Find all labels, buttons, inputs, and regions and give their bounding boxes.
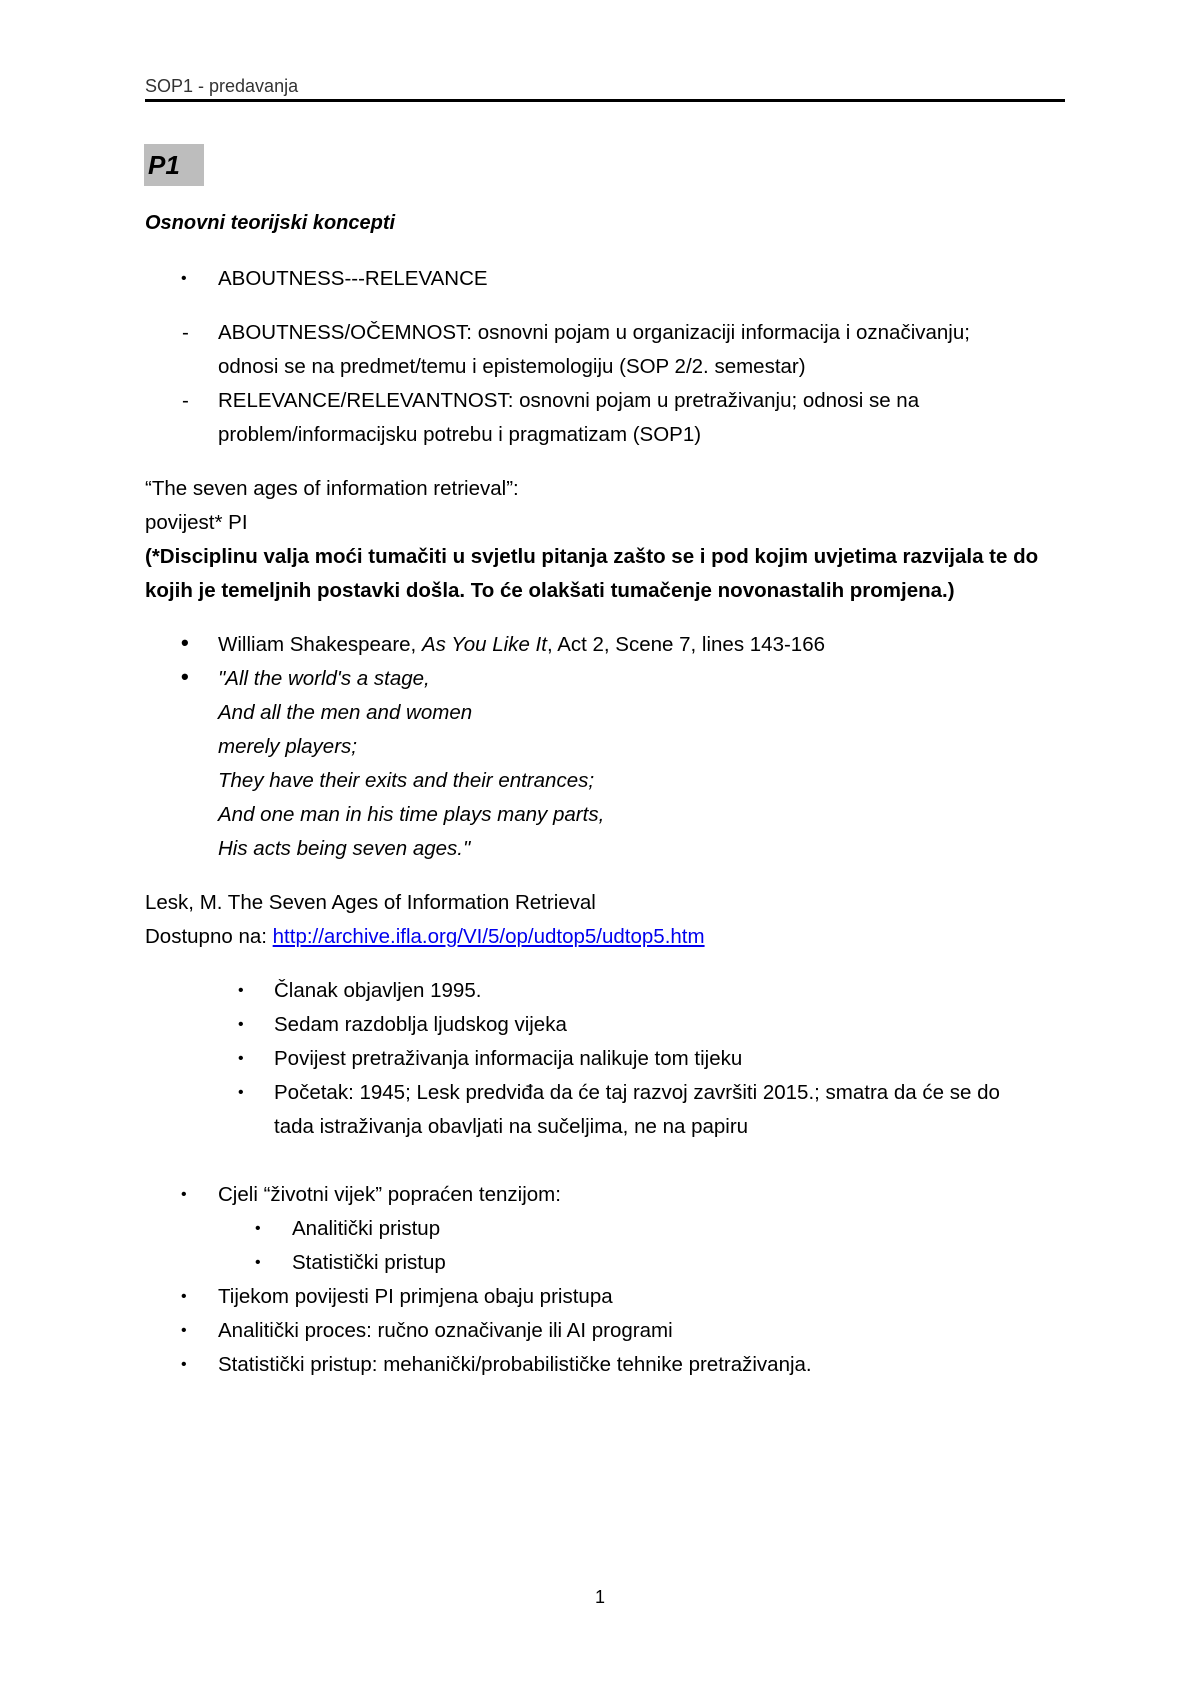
- seven-ages-title: “The seven ages of information retrieval”:: [145, 477, 519, 500]
- bullet-icon: •: [238, 1016, 244, 1033]
- availability-label: Dostupno na:: [145, 925, 273, 948]
- bullet-icon: •: [181, 1186, 187, 1203]
- bullet-icon: •: [255, 1254, 261, 1271]
- bullet-icon: •: [181, 630, 189, 655]
- aboutness-definition-line-1: ABOUTNESS/OČEMNOST: osnovni pojam u organizaciji informacija i označivanju;: [218, 321, 970, 344]
- shakespeare-work: As You Like It: [421, 633, 547, 656]
- quote-line: "All the world's a stage,: [218, 667, 430, 690]
- section-label: P1: [148, 150, 180, 180]
- aboutness-definition-line-2: odnosi se na predmet/temu i epistemologiju (SOP 2/2. semestar): [218, 355, 806, 378]
- page-number: 1: [594, 1587, 605, 1607]
- reference-availability: [145, 925, 705, 949]
- quote-line: And all the men and women: [218, 701, 473, 724]
- relevance-definition-line-1: RELEVANCE/RELEVANTNOST: osnovni pojam u pretraživanju; odnosi se na: [218, 389, 920, 412]
- article-point: Članak objavljen 1995.: [274, 979, 482, 1002]
- bullet-icon: •: [181, 1288, 187, 1305]
- header-divider: [145, 99, 1065, 102]
- bullet-icon: •: [181, 1356, 187, 1373]
- bullet-icon: •: [238, 1084, 244, 1101]
- shakespeare-location: , Act 2, Scene 7, lines 143-166: [546, 633, 826, 656]
- seven-ages-note-line-1: (*Disciplinu valja moći tumačiti u svjetlu pitanja zašto se i pod kojim uvjetima razvijala te do: [145, 545, 1039, 568]
- bullet-icon: •: [238, 1050, 244, 1067]
- quote-line: merely players;: [218, 735, 357, 758]
- quote-line: They have their exits and their entrances;: [218, 769, 595, 792]
- reference-link[interactable]: http://archive.ifla.org/VI/5/op/udtop5/udtop5.htm: [272, 925, 705, 948]
- article-point-continuation: tada istraživanja obavljati na sučeljima, ne na papiru: [274, 1115, 749, 1138]
- article-point: Sedam razdoblja ljudskog vijeka: [274, 1013, 567, 1036]
- seven-ages-note-line-2: kojih je temeljnih postavki došla. To će olakšati tumačenje novonastalih promjena.): [145, 579, 955, 602]
- shakespeare-author: William Shakespeare,: [218, 633, 422, 656]
- tension-sub-item: Statistički pristup: [292, 1251, 446, 1274]
- bullet-icon: •: [181, 270, 187, 287]
- quote-line: His acts being seven ages.": [218, 837, 471, 860]
- article-point: Povijest pretraživanja informacija nalikuje tom tijeku: [274, 1047, 743, 1070]
- bullet-icon: •: [181, 664, 189, 689]
- seven-ages-subtitle: povijest* PI: [145, 511, 248, 534]
- article-point: Početak: 1945; Lesk predviđa da će taj razvoj završiti 2015.; smatra da će se do: [274, 1081, 1000, 1104]
- running-header: SOP1 - predavanja: [145, 76, 299, 96]
- relevance-definition-line-2: problem/informacijsku potrebu i pragmatizam (SOP1): [218, 423, 702, 446]
- tension-point: Statistički pristup: mehanički/probabilističke tehnike pretraživanja.: [218, 1353, 812, 1376]
- quote-line: And one man in his time plays many parts,: [218, 803, 605, 826]
- section-title: Osnovni teorijski koncepti: [145, 212, 396, 234]
- tension-point: Tijekom povijesti PI primjena obaju pristupa: [218, 1285, 613, 1308]
- bullet-icon: •: [238, 982, 244, 999]
- reference-citation: Lesk, M. The Seven Ages of Information Retrieval: [145, 891, 596, 914]
- concept-bullet: ABOUTNESS---RELEVANCE: [218, 267, 488, 290]
- dash-icon: -: [182, 321, 189, 344]
- bullet-icon: •: [255, 1220, 261, 1237]
- tension-intro: Cjeli “životni vijek” popraćen tenzijom:: [218, 1183, 561, 1206]
- bullet-icon: •: [181, 1322, 187, 1339]
- tension-sub-item: Analitički pristup: [292, 1217, 441, 1240]
- dash-icon: -: [182, 389, 189, 412]
- tension-point: Analitički proces: ručno označivanje ili AI programi: [218, 1319, 673, 1342]
- shakespeare-citation: [218, 633, 825, 657]
